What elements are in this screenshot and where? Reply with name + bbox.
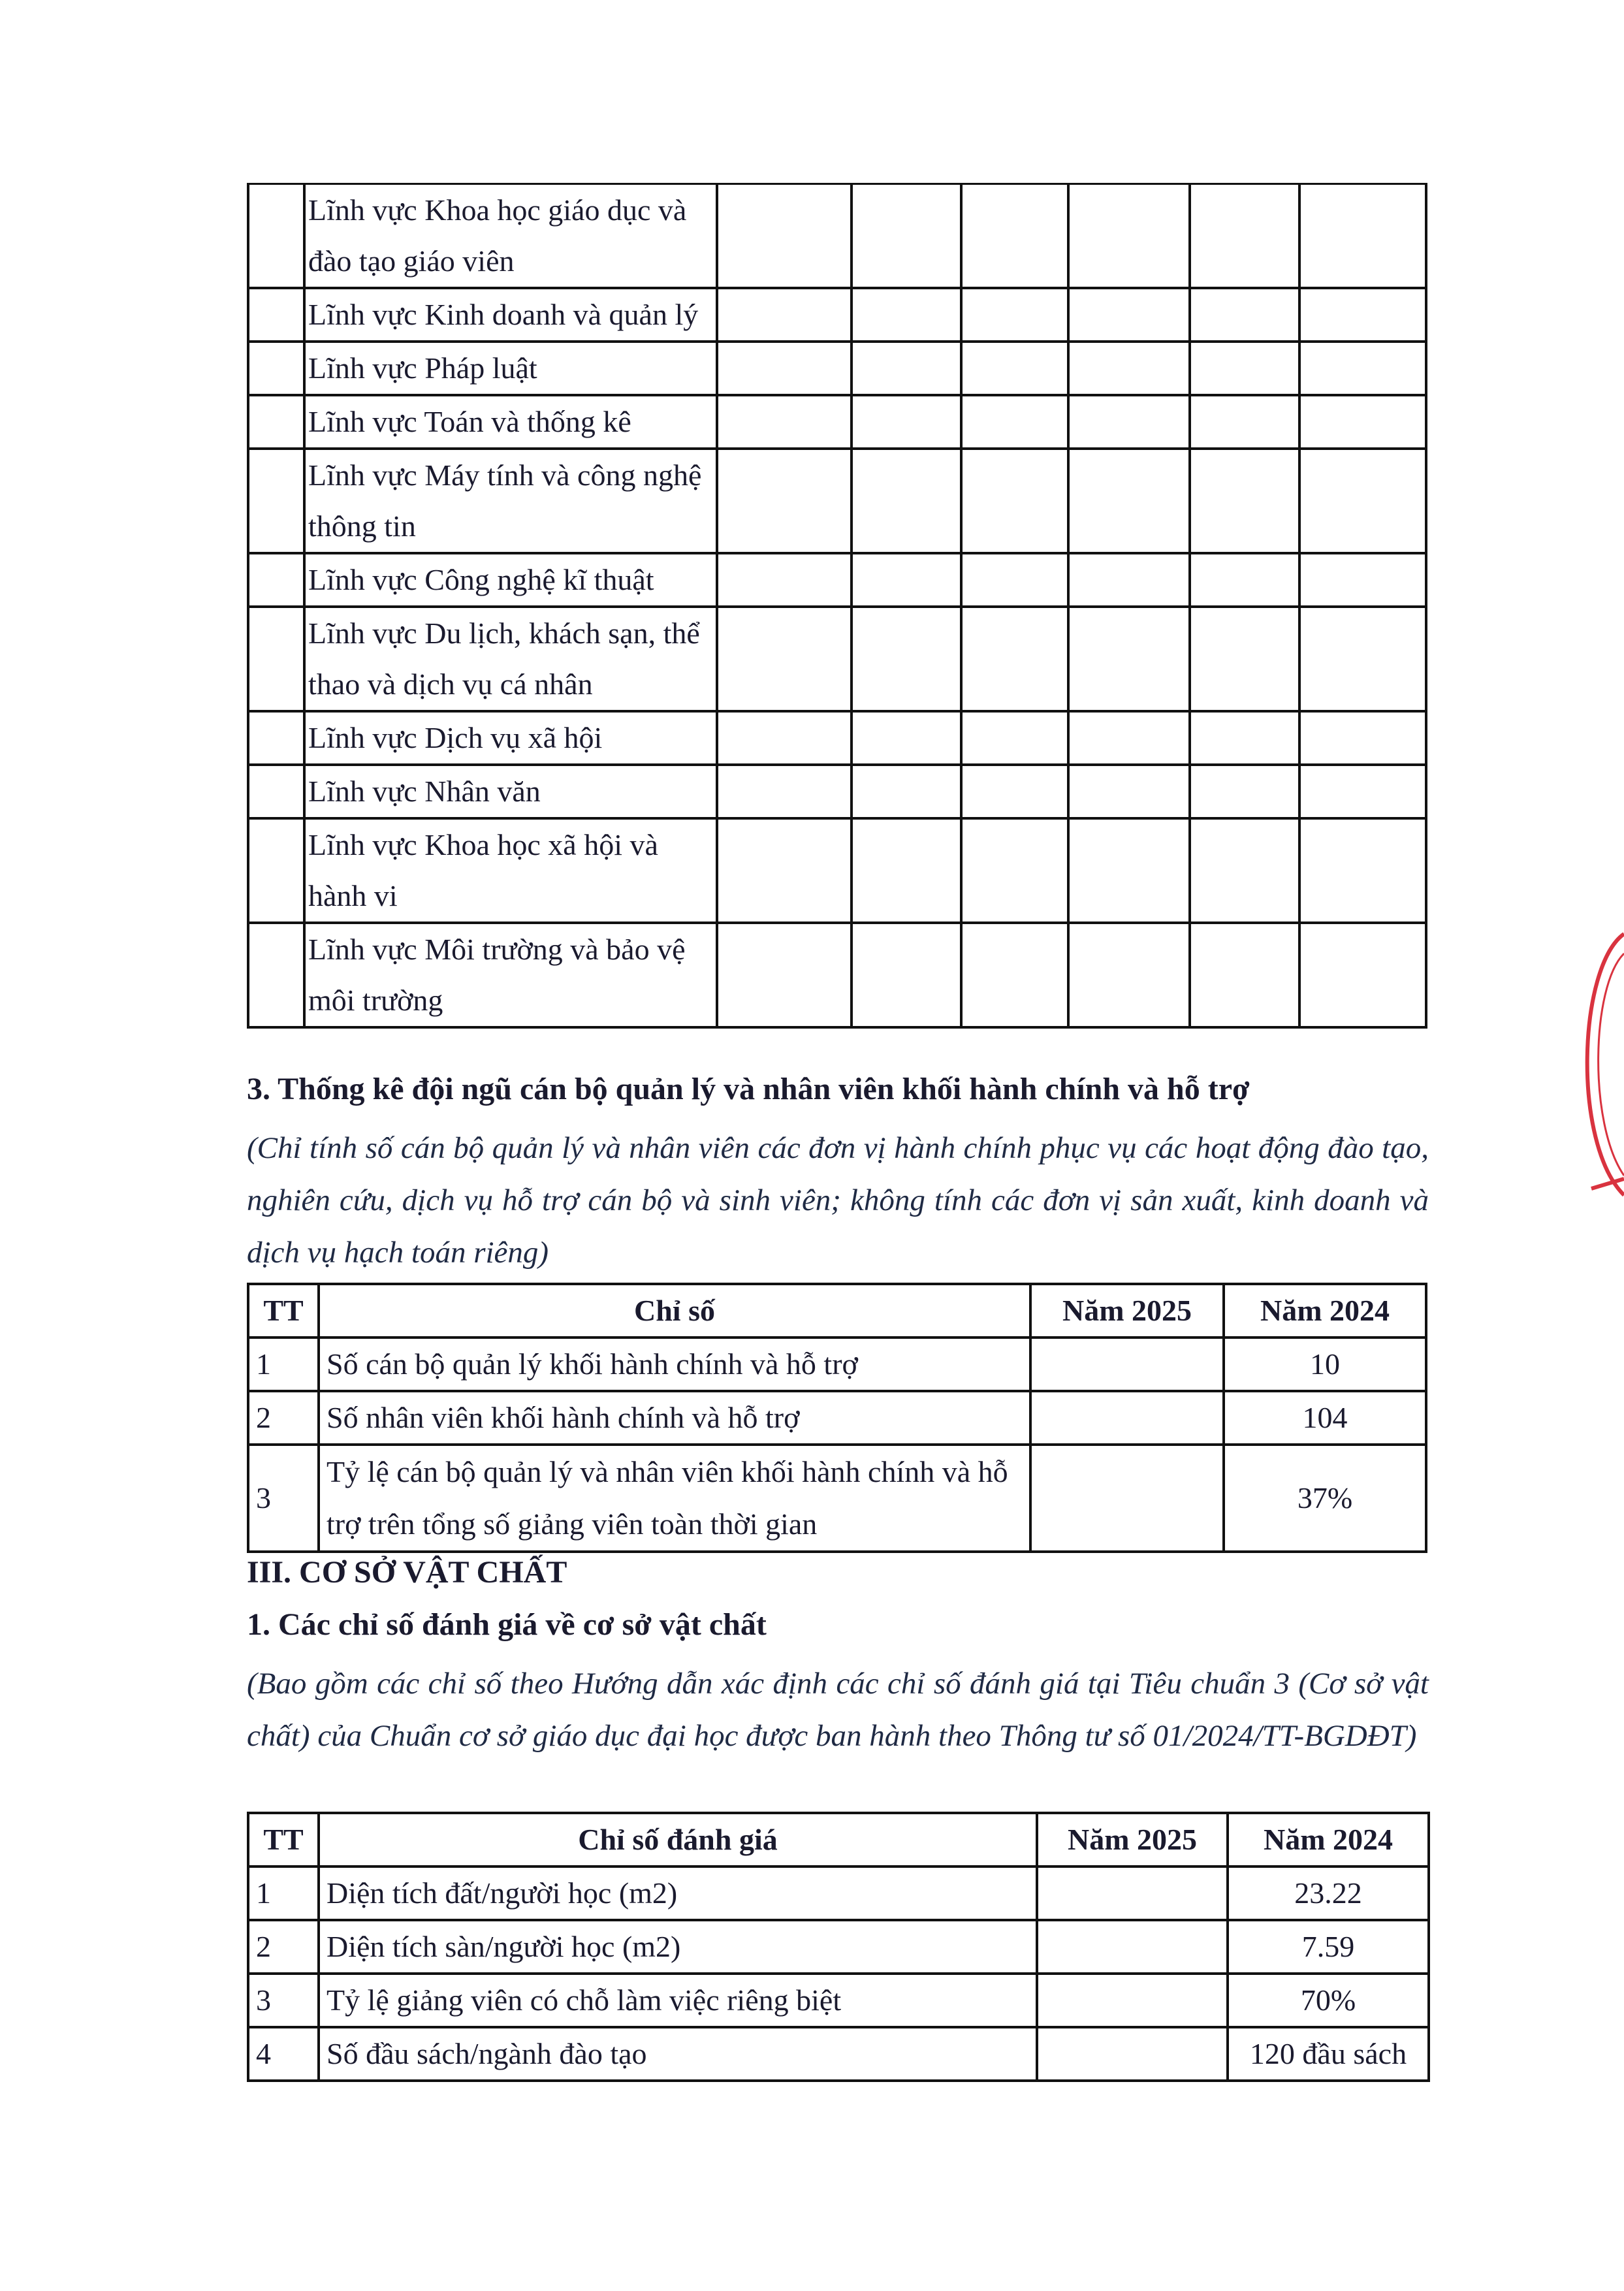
row-2024: 7.59	[1228, 1920, 1429, 1974]
row-label: Diện tích đất/người học (m2)	[319, 1866, 1037, 1920]
empty-cell	[1299, 553, 1426, 607]
table-row	[248, 818, 1426, 923]
empty-cell	[1299, 288, 1426, 342]
row-tt: 3	[248, 1974, 319, 2027]
field-label: Lĩnh vực Môi trường và bảo vệ môi trường	[304, 923, 717, 1027]
col-2025: Năm 2025	[1037, 1813, 1228, 1866]
empty-cell	[717, 288, 852, 342]
table-row	[248, 1974, 1429, 2027]
row-2025	[1030, 1338, 1224, 1391]
row-tt: 3	[248, 1445, 319, 1552]
row-tt: 1	[248, 1338, 319, 1391]
table-row	[248, 395, 1426, 449]
empty-cell	[248, 342, 304, 395]
empty-cell	[248, 553, 304, 607]
table-row	[248, 288, 1426, 342]
row-tt: 2	[248, 1920, 319, 1974]
empty-cell	[1299, 395, 1426, 449]
row-2024: 23.22	[1228, 1866, 1429, 1920]
empty-cell	[852, 818, 961, 923]
table-row	[248, 553, 1426, 607]
field-label: Lĩnh vực Kinh doanh và quản lý	[304, 288, 717, 342]
empty-cell	[717, 395, 852, 449]
facilities-table-header	[248, 1813, 1429, 1866]
col-tt: TT	[248, 1813, 319, 1866]
empty-cell	[961, 818, 1068, 923]
empty-cell	[1299, 765, 1426, 818]
row-label: Diện tích sàn/người học (m2)	[319, 1920, 1037, 1974]
empty-cell	[852, 342, 961, 395]
table-row	[248, 711, 1426, 765]
row-2025	[1037, 1974, 1228, 2027]
empty-cell	[717, 342, 852, 395]
empty-cell	[717, 923, 852, 1027]
table-row	[248, 342, 1426, 395]
field-label: Lĩnh vực Dịch vụ xã hội	[304, 711, 717, 765]
col-2024: Năm 2024	[1224, 1284, 1426, 1338]
row-2025	[1037, 1920, 1228, 1974]
empty-cell	[852, 923, 961, 1027]
empty-cell	[717, 711, 852, 765]
row-tt: 4	[248, 2027, 319, 2081]
empty-cell	[1299, 184, 1426, 289]
row-tt: 2	[248, 1391, 319, 1445]
table-row	[248, 184, 1426, 289]
empty-cell	[852, 449, 961, 553]
staff-table	[247, 1283, 1427, 1553]
empty-cell	[1068, 711, 1190, 765]
row-2025	[1030, 1391, 1224, 1445]
empty-cell	[1299, 607, 1426, 711]
empty-cell	[961, 449, 1068, 553]
field-label: Lĩnh vực Pháp luật	[304, 342, 717, 395]
empty-cell	[1068, 553, 1190, 607]
col-tt: TT	[248, 1284, 319, 1338]
field-label: Lĩnh vực Du lịch, khách sạn, thể thao và dịch vụ cá nhân	[304, 607, 717, 711]
empty-cell	[1190, 553, 1299, 607]
section-3-note: (Chỉ tính số cán bộ quản lý và nhân viên các đơn vị hành chính phục vụ các hoạt động đào tạo, nghiên cứu, dịch vụ hỗ trợ cán bộ và sinh viên; không tính các đơn vị sản xuất, kinh doanh và dịch vụ hạch toán riêng)	[247, 1131, 1429, 1270]
row-2024: 120 đầu sách	[1228, 2027, 1429, 2081]
empty-cell	[1068, 184, 1190, 289]
empty-cell	[1190, 395, 1299, 449]
row-tt: 1	[248, 1866, 319, 1920]
row-2025	[1037, 2027, 1228, 2081]
row-2024: 10	[1224, 1338, 1426, 1391]
empty-cell	[248, 449, 304, 553]
row-label: Số đầu sách/ngành đào tạo	[319, 2027, 1037, 2081]
field-label: Lĩnh vực Toán và thống kê	[304, 395, 717, 449]
empty-cell	[1190, 818, 1299, 923]
empty-cell	[1299, 449, 1426, 553]
row-label: Số cán bộ quản lý khối hành chính và hỗ trợ	[319, 1338, 1030, 1391]
section-iii-note: (Bao gồm các chỉ số theo Hướng dẫn xác định các chỉ số đánh giá tại Tiêu chuẩn 3 (Cơ sở vật chất) của Chuẩn cơ sở giáo dục đại học được ban hành theo Thông tư số 01/2024/TT-BGDĐT)	[247, 1667, 1429, 1753]
table-row	[248, 1866, 1429, 1920]
empty-cell	[1299, 342, 1426, 395]
staff-table-header	[248, 1284, 1426, 1338]
empty-cell	[717, 553, 852, 607]
empty-cell	[248, 395, 304, 449]
col-indicator: Chỉ số đánh giá	[319, 1813, 1037, 1866]
empty-cell	[852, 765, 961, 818]
empty-cell	[1068, 818, 1190, 923]
table-row	[248, 1391, 1426, 1445]
row-label: Tỷ lệ giảng viên có chỗ làm việc riêng biệt	[319, 1974, 1037, 2027]
col-indicator: Chỉ số	[319, 1284, 1030, 1338]
row-label: Tỷ lệ cán bộ quản lý và nhân viên khối hành chính và hỗ trợ trên tổng số giảng viên toàn thời gian	[319, 1445, 1030, 1552]
empty-cell	[1190, 449, 1299, 553]
empty-cell	[852, 184, 961, 289]
table-row	[248, 923, 1426, 1027]
row-2024: 104	[1224, 1391, 1426, 1445]
empty-cell	[1068, 923, 1190, 1027]
empty-cell	[961, 395, 1068, 449]
empty-cell	[961, 553, 1068, 607]
empty-cell	[1068, 395, 1190, 449]
empty-cell	[852, 607, 961, 711]
empty-cell	[717, 818, 852, 923]
empty-cell	[248, 711, 304, 765]
section-iii-1-heading: 1. Các chỉ số đánh giá về cơ sở vật chất	[247, 1607, 767, 1642]
section-iii-heading: III. CƠ SỞ VẬT CHẤT	[247, 1555, 567, 1590]
empty-cell	[248, 818, 304, 923]
empty-cell	[852, 711, 961, 765]
empty-cell	[248, 607, 304, 711]
empty-cell	[717, 765, 852, 818]
col-2025: Năm 2025	[1030, 1284, 1224, 1338]
empty-cell	[961, 288, 1068, 342]
section-3-heading: 3. Thống kê đội ngũ cán bộ quản lý và nhân viên khối hành chính và hỗ trợ	[247, 1072, 1250, 1106]
empty-cell	[1299, 711, 1426, 765]
empty-cell	[961, 765, 1068, 818]
empty-cell	[852, 395, 961, 449]
field-label: Lĩnh vực Công nghệ kĩ thuật	[304, 553, 717, 607]
row-2024: 70%	[1228, 1974, 1429, 2027]
empty-cell	[961, 923, 1068, 1027]
row-2024: 37%	[1224, 1445, 1426, 1552]
empty-cell	[1068, 288, 1190, 342]
seal-stamp-icon	[1565, 927, 1624, 1202]
col-2024: Năm 2024	[1228, 1813, 1429, 1866]
empty-cell	[961, 607, 1068, 711]
empty-cell	[1190, 184, 1299, 289]
empty-cell	[1299, 923, 1426, 1027]
empty-cell	[852, 553, 961, 607]
empty-cell	[1299, 818, 1426, 923]
empty-cell	[717, 607, 852, 711]
empty-cell	[1068, 449, 1190, 553]
empty-cell	[1190, 342, 1299, 395]
empty-cell	[248, 923, 304, 1027]
empty-cell	[717, 184, 852, 289]
empty-cell	[1068, 342, 1190, 395]
field-label: Lĩnh vực Máy tính và công nghệ thông tin	[304, 449, 717, 553]
empty-cell	[248, 184, 304, 289]
empty-cell	[248, 765, 304, 818]
fields-table	[247, 183, 1427, 1029]
empty-cell	[248, 288, 304, 342]
empty-cell	[852, 288, 961, 342]
empty-cell	[717, 449, 852, 553]
empty-cell	[1068, 765, 1190, 818]
field-label: Lĩnh vực Nhân văn	[304, 765, 717, 818]
field-label: Lĩnh vực Khoa học giáo dục và đào tạo giáo viên	[304, 184, 717, 289]
table-row	[248, 2027, 1429, 2081]
row-2025	[1037, 1866, 1228, 1920]
empty-cell	[1068, 607, 1190, 711]
table-row	[248, 1338, 1426, 1391]
field-label: Lĩnh vực Khoa học xã hội và hành vi	[304, 818, 717, 923]
facilities-table	[247, 1812, 1430, 2082]
empty-cell	[1190, 765, 1299, 818]
empty-cell	[961, 184, 1068, 289]
table-row	[248, 1920, 1429, 1974]
table-row	[248, 765, 1426, 818]
empty-cell	[1190, 711, 1299, 765]
table-row	[248, 1445, 1426, 1552]
row-label: Số nhân viên khối hành chính và hỗ trợ	[319, 1391, 1030, 1445]
table-row	[248, 449, 1426, 553]
row-2025	[1030, 1445, 1224, 1552]
empty-cell	[961, 342, 1068, 395]
fields-table-body	[248, 184, 1426, 1028]
empty-cell	[1190, 288, 1299, 342]
empty-cell	[1190, 923, 1299, 1027]
empty-cell	[961, 711, 1068, 765]
table-row	[248, 607, 1426, 711]
empty-cell	[1190, 607, 1299, 711]
